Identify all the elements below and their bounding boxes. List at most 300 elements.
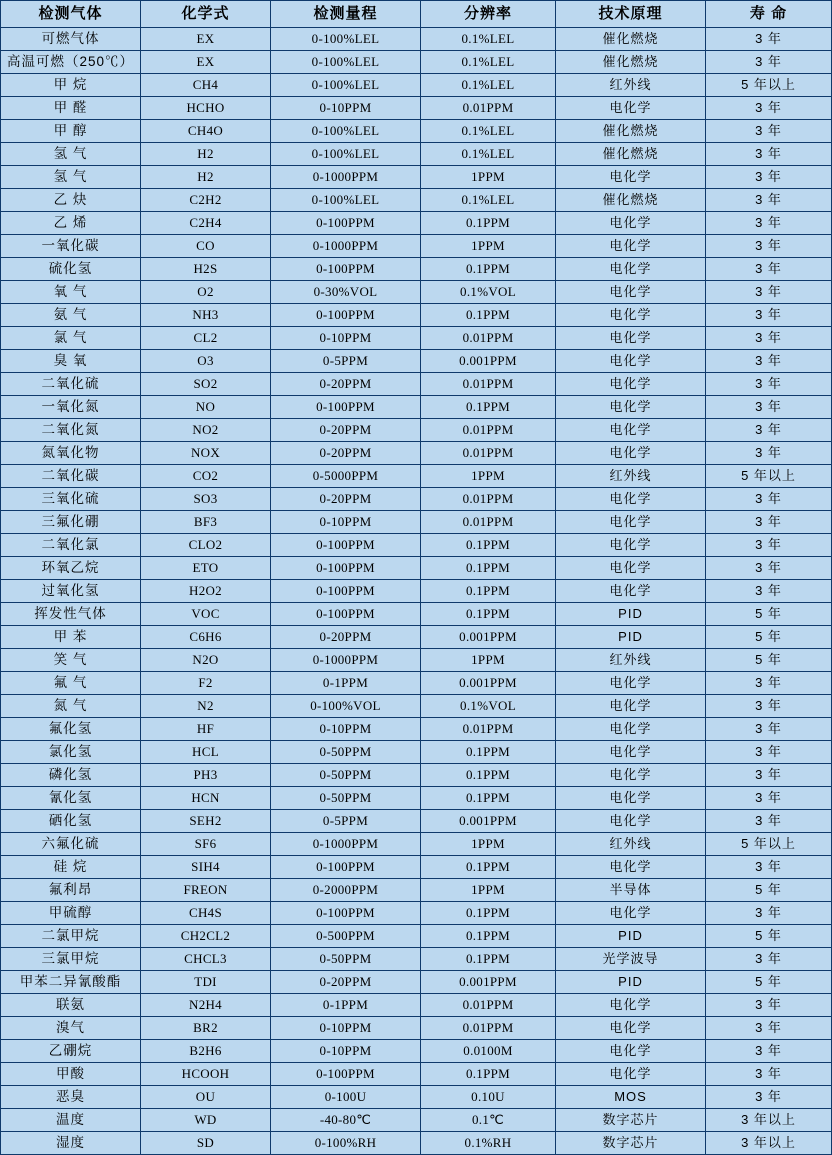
cell-gas: 乙硼烷 [1, 1040, 141, 1063]
cell-life: 3 年 [706, 396, 832, 419]
cell-principle: 电化学 [556, 97, 706, 120]
table-header [1, 1, 832, 28]
cell-formula: SEH2 [141, 810, 271, 833]
table-row [1, 97, 832, 120]
cell-life: 3 年 [706, 741, 832, 764]
cell-principle: 红外线 [556, 74, 706, 97]
cell-range: 0-20PPM [271, 419, 421, 442]
cell-principle: 电化学 [556, 580, 706, 603]
cell-principle: 电化学 [556, 396, 706, 419]
column-header-resolution: 分辨率 [421, 1, 556, 28]
column-header-gas: 检测气体 [1, 1, 141, 28]
cell-formula: PH3 [141, 764, 271, 787]
table-row [1, 189, 832, 212]
cell-formula: CO [141, 235, 271, 258]
table-row [1, 1132, 832, 1155]
cell-formula: HCN [141, 787, 271, 810]
cell-principle: 红外线 [556, 465, 706, 488]
table-row [1, 281, 832, 304]
cell-resolution: 0.1PPM [421, 580, 556, 603]
cell-life: 5 年 [706, 649, 832, 672]
cell-gas: 高温可燃（250℃） [1, 51, 141, 74]
cell-range: 0-100PPM [271, 1063, 421, 1086]
cell-resolution: 0.01PPM [421, 419, 556, 442]
cell-range: 0-10PPM [271, 1040, 421, 1063]
cell-range: 0-50PPM [271, 787, 421, 810]
cell-formula: CH4 [141, 74, 271, 97]
cell-principle: 电化学 [556, 810, 706, 833]
cell-principle: 催化燃烧 [556, 143, 706, 166]
cell-gas: 甲 醛 [1, 97, 141, 120]
cell-formula: SF6 [141, 833, 271, 856]
table-row [1, 1040, 832, 1063]
table-row [1, 879, 832, 902]
cell-life: 3 年 [706, 1040, 832, 1063]
cell-life: 5 年 [706, 626, 832, 649]
cell-principle: 电化学 [556, 1040, 706, 1063]
cell-range: 0-1PPM [271, 994, 421, 1017]
cell-range: 0-100PPM [271, 212, 421, 235]
table-row [1, 994, 832, 1017]
cell-resolution: 0.01PPM [421, 994, 556, 1017]
cell-range: 0-1000PPM [271, 166, 421, 189]
cell-formula: EX [141, 28, 271, 51]
cell-formula: NH3 [141, 304, 271, 327]
cell-resolution: 1PPM [421, 879, 556, 902]
cell-formula: SO2 [141, 373, 271, 396]
cell-life: 3 年 [706, 327, 832, 350]
cell-formula: HF [141, 718, 271, 741]
table-row [1, 120, 832, 143]
cell-range: 0-20PPM [271, 442, 421, 465]
cell-resolution: 1PPM [421, 465, 556, 488]
cell-resolution: 0.01PPM [421, 511, 556, 534]
cell-principle: 光学波导 [556, 948, 706, 971]
table-row [1, 212, 832, 235]
table-row [1, 488, 832, 511]
table-row [1, 626, 832, 649]
cell-gas: 氟 气 [1, 672, 141, 695]
cell-principle: 电化学 [556, 419, 706, 442]
cell-formula: NO2 [141, 419, 271, 442]
cell-life: 3 年以上 [706, 1109, 832, 1132]
cell-life: 3 年 [706, 810, 832, 833]
cell-principle: 催化燃烧 [556, 28, 706, 51]
table-row [1, 925, 832, 948]
cell-range: 0-100PPM [271, 902, 421, 925]
cell-formula: WD [141, 1109, 271, 1132]
cell-resolution: 0.001PPM [421, 810, 556, 833]
table-row [1, 419, 832, 442]
cell-life: 3 年以上 [706, 1132, 832, 1155]
cell-gas: 三氟化硼 [1, 511, 141, 534]
cell-resolution: 0.01PPM [421, 442, 556, 465]
cell-principle: 红外线 [556, 649, 706, 672]
cell-resolution: 0.1PPM [421, 396, 556, 419]
cell-life: 3 年 [706, 143, 832, 166]
cell-resolution: 0.001PPM [421, 350, 556, 373]
cell-life: 3 年 [706, 258, 832, 281]
cell-gas: 笑 气 [1, 649, 141, 672]
cell-formula: OU [141, 1086, 271, 1109]
cell-life: 3 年 [706, 580, 832, 603]
cell-formula: EX [141, 51, 271, 74]
cell-life: 3 年 [706, 695, 832, 718]
cell-gas: 湿度 [1, 1132, 141, 1155]
cell-principle: 电化学 [556, 281, 706, 304]
cell-principle: 数字芯片 [556, 1109, 706, 1132]
table-row [1, 304, 832, 327]
cell-principle: 催化燃烧 [556, 120, 706, 143]
cell-life: 3 年 [706, 304, 832, 327]
cell-resolution: 0.1PPM [421, 1063, 556, 1086]
cell-formula: N2 [141, 695, 271, 718]
cell-formula: H2 [141, 143, 271, 166]
cell-gas: 乙 炔 [1, 189, 141, 212]
cell-principle: 电化学 [556, 373, 706, 396]
table-row [1, 534, 832, 557]
cell-life: 5 年以上 [706, 833, 832, 856]
cell-gas: 温度 [1, 1109, 141, 1132]
cell-range: 0-5PPM [271, 810, 421, 833]
cell-principle: 电化学 [556, 534, 706, 557]
cell-principle: 电化学 [556, 488, 706, 511]
cell-resolution: 0.1%LEL [421, 143, 556, 166]
cell-life: 3 年 [706, 994, 832, 1017]
cell-gas: 甲硫醇 [1, 902, 141, 925]
cell-gas: 二氧化氯 [1, 534, 141, 557]
cell-formula: TDI [141, 971, 271, 994]
cell-resolution: 0.1%RH [421, 1132, 556, 1155]
cell-principle: 电化学 [556, 166, 706, 189]
cell-range: 0-50PPM [271, 948, 421, 971]
table-row [1, 1109, 832, 1132]
cell-principle: 电化学 [556, 764, 706, 787]
cell-formula: C2H4 [141, 212, 271, 235]
cell-life: 5 年以上 [706, 74, 832, 97]
cell-resolution: 0.1PPM [421, 557, 556, 580]
cell-range: 0-100%LEL [271, 51, 421, 74]
cell-principle: 半导体 [556, 879, 706, 902]
cell-range: 0-100PPM [271, 534, 421, 557]
cell-gas: 过氧化氢 [1, 580, 141, 603]
cell-resolution: 0.1%LEL [421, 74, 556, 97]
cell-principle: 催化燃烧 [556, 51, 706, 74]
column-header-principle: 技术原理 [556, 1, 706, 28]
cell-resolution: 1PPM [421, 649, 556, 672]
cell-principle: 红外线 [556, 833, 706, 856]
cell-life: 3 年 [706, 350, 832, 373]
cell-gas: 可燃气体 [1, 28, 141, 51]
cell-life: 3 年 [706, 902, 832, 925]
cell-gas: 氢 气 [1, 166, 141, 189]
cell-gas: 氯 气 [1, 327, 141, 350]
cell-principle: 电化学 [556, 304, 706, 327]
cell-gas: 甲酸 [1, 1063, 141, 1086]
cell-range: 0-100%LEL [271, 28, 421, 51]
cell-gas: 氯化氢 [1, 741, 141, 764]
cell-life: 5 年以上 [706, 465, 832, 488]
cell-life: 3 年 [706, 28, 832, 51]
cell-principle: PID [556, 626, 706, 649]
cell-formula: O2 [141, 281, 271, 304]
cell-formula: H2 [141, 166, 271, 189]
cell-resolution: 0.1PPM [421, 787, 556, 810]
cell-resolution: 0.1PPM [421, 948, 556, 971]
cell-gas: 三氯甲烷 [1, 948, 141, 971]
cell-range: 0-1000PPM [271, 235, 421, 258]
cell-principle: PID [556, 603, 706, 626]
cell-principle: 电化学 [556, 718, 706, 741]
cell-gas: 恶臭 [1, 1086, 141, 1109]
cell-resolution: 0.1PPM [421, 764, 556, 787]
cell-formula: CH4O [141, 120, 271, 143]
cell-principle: 电化学 [556, 856, 706, 879]
cell-range: 0-100PPM [271, 856, 421, 879]
cell-range: 0-100PPM [271, 603, 421, 626]
cell-range: 0-10PPM [271, 327, 421, 350]
table-row [1, 856, 832, 879]
cell-gas: 硒化氢 [1, 810, 141, 833]
cell-resolution: 0.01PPM [421, 373, 556, 396]
cell-gas: 溴气 [1, 1017, 141, 1040]
table-row [1, 74, 832, 97]
cell-resolution: 0.1PPM [421, 925, 556, 948]
cell-life: 3 年 [706, 856, 832, 879]
cell-gas: 硫化氢 [1, 258, 141, 281]
cell-formula: SO3 [141, 488, 271, 511]
cell-formula: O3 [141, 350, 271, 373]
cell-life: 3 年 [706, 97, 832, 120]
cell-gas: 氮 气 [1, 695, 141, 718]
cell-gas: 一氧化碳 [1, 235, 141, 258]
cell-resolution: 0.001PPM [421, 626, 556, 649]
cell-gas: 氰化氢 [1, 787, 141, 810]
cell-resolution: 0.1PPM [421, 304, 556, 327]
column-header-range: 检测量程 [271, 1, 421, 28]
cell-range: 0-20PPM [271, 971, 421, 994]
cell-resolution: 0.1%VOL [421, 695, 556, 718]
cell-formula: CLO2 [141, 534, 271, 557]
column-header-life: 寿 命 [706, 1, 832, 28]
cell-principle: 电化学 [556, 902, 706, 925]
table-row [1, 1063, 832, 1086]
cell-resolution: 0.001PPM [421, 971, 556, 994]
cell-formula: BF3 [141, 511, 271, 534]
cell-principle: 电化学 [556, 1063, 706, 1086]
cell-range: 0-100%LEL [271, 143, 421, 166]
cell-range: 0-5PPM [271, 350, 421, 373]
cell-resolution: 1PPM [421, 166, 556, 189]
cell-gas: 甲 烷 [1, 74, 141, 97]
cell-gas: 二氧化碳 [1, 465, 141, 488]
table-row [1, 741, 832, 764]
cell-formula: N2H4 [141, 994, 271, 1017]
cell-formula: HCHO [141, 97, 271, 120]
cell-principle: PID [556, 925, 706, 948]
table-row [1, 1017, 832, 1040]
table-row [1, 1086, 832, 1109]
cell-principle: PID [556, 971, 706, 994]
cell-resolution: 0.1PPM [421, 534, 556, 557]
cell-principle: 电化学 [556, 212, 706, 235]
cell-gas: 二氯甲烷 [1, 925, 141, 948]
cell-principle: 数字芯片 [556, 1132, 706, 1155]
cell-principle: 电化学 [556, 672, 706, 695]
cell-resolution: 0.1PPM [421, 603, 556, 626]
cell-formula: HCL [141, 741, 271, 764]
cell-gas: 二氧化氮 [1, 419, 141, 442]
table-row [1, 511, 832, 534]
cell-range: 0-100PPM [271, 304, 421, 327]
table-row [1, 373, 832, 396]
table-row [1, 948, 832, 971]
table-row [1, 902, 832, 925]
cell-principle: 电化学 [556, 741, 706, 764]
cell-range: 0-2000PPM [271, 879, 421, 902]
cell-range: 0-100%VOL [271, 695, 421, 718]
cell-gas: 氮氧化物 [1, 442, 141, 465]
cell-life: 3 年 [706, 948, 832, 971]
cell-life: 3 年 [706, 373, 832, 396]
column-header-formula: 化学式 [141, 1, 271, 28]
table-row [1, 603, 832, 626]
table-row [1, 442, 832, 465]
cell-life: 3 年 [706, 672, 832, 695]
cell-resolution: 0.0100M [421, 1040, 556, 1063]
cell-gas: 氧 气 [1, 281, 141, 304]
cell-formula: N2O [141, 649, 271, 672]
cell-life: 3 年 [706, 511, 832, 534]
cell-resolution: 1PPM [421, 833, 556, 856]
cell-formula: CL2 [141, 327, 271, 350]
cell-formula: SIH4 [141, 856, 271, 879]
cell-range: 0-100PPM [271, 580, 421, 603]
cell-formula: CH4S [141, 902, 271, 925]
cell-formula: CO2 [141, 465, 271, 488]
cell-range: 0-50PPM [271, 764, 421, 787]
table-row [1, 465, 832, 488]
cell-resolution: 0.1PPM [421, 258, 556, 281]
cell-range: 0-100%LEL [271, 120, 421, 143]
cell-formula: CHCL3 [141, 948, 271, 971]
cell-principle: 催化燃烧 [556, 189, 706, 212]
table-row [1, 166, 832, 189]
table-row [1, 649, 832, 672]
cell-range: 0-100%LEL [271, 189, 421, 212]
cell-gas: 一氧化氮 [1, 396, 141, 419]
cell-resolution: 0.1%LEL [421, 189, 556, 212]
table-row [1, 810, 832, 833]
cell-gas: 三氧化硫 [1, 488, 141, 511]
cell-resolution: 0.001PPM [421, 672, 556, 695]
cell-formula: H2O2 [141, 580, 271, 603]
cell-principle: 电化学 [556, 787, 706, 810]
cell-gas: 氨 气 [1, 304, 141, 327]
cell-range: 0-1000PPM [271, 649, 421, 672]
cell-gas: 甲 醇 [1, 120, 141, 143]
cell-principle: MOS [556, 1086, 706, 1109]
table-row [1, 580, 832, 603]
cell-principle: 电化学 [556, 258, 706, 281]
cell-life: 3 年 [706, 212, 832, 235]
cell-formula: B2H6 [141, 1040, 271, 1063]
cell-life: 3 年 [706, 442, 832, 465]
cell-range: 0-100%LEL [271, 74, 421, 97]
cell-gas: 臭 氧 [1, 350, 141, 373]
cell-resolution: 0.1%LEL [421, 120, 556, 143]
cell-principle: 电化学 [556, 1017, 706, 1040]
cell-life: 3 年 [706, 120, 832, 143]
cell-life: 3 年 [706, 1063, 832, 1086]
cell-life: 3 年 [706, 166, 832, 189]
cell-formula: VOC [141, 603, 271, 626]
cell-gas: 氟化氢 [1, 718, 141, 741]
cell-range: 0-20PPM [271, 373, 421, 396]
cell-life: 3 年 [706, 718, 832, 741]
cell-resolution: 0.1PPM [421, 212, 556, 235]
cell-life: 3 年 [706, 488, 832, 511]
cell-life: 5 年 [706, 925, 832, 948]
cell-resolution: 0.1%LEL [421, 28, 556, 51]
cell-principle: 电化学 [556, 350, 706, 373]
cell-principle: 电化学 [556, 695, 706, 718]
table-row [1, 764, 832, 787]
cell-life: 3 年 [706, 419, 832, 442]
table-row [1, 143, 832, 166]
table-row [1, 258, 832, 281]
cell-range: 0-20PPM [271, 488, 421, 511]
cell-resolution: 0.1℃ [421, 1109, 556, 1132]
cell-resolution: 0.10U [421, 1086, 556, 1109]
table-row [1, 833, 832, 856]
cell-principle: 电化学 [556, 557, 706, 580]
table-row [1, 235, 832, 258]
cell-range: -40-80℃ [271, 1109, 421, 1132]
table-row [1, 787, 832, 810]
cell-formula: HCOOH [141, 1063, 271, 1086]
cell-principle: 电化学 [556, 511, 706, 534]
cell-gas: 硅 烷 [1, 856, 141, 879]
cell-range: 0-5000PPM [271, 465, 421, 488]
cell-life: 3 年 [706, 787, 832, 810]
cell-resolution: 0.1PPM [421, 902, 556, 925]
cell-gas: 磷化氢 [1, 764, 141, 787]
cell-life: 3 年 [706, 51, 832, 74]
cell-resolution: 0.01PPM [421, 97, 556, 120]
table-row [1, 718, 832, 741]
table-body [1, 28, 832, 1155]
cell-life: 3 年 [706, 534, 832, 557]
table-row [1, 557, 832, 580]
cell-gas: 氟利昂 [1, 879, 141, 902]
cell-range: 0-10PPM [271, 1017, 421, 1040]
cell-resolution: 0.01PPM [421, 327, 556, 350]
cell-principle: 电化学 [556, 327, 706, 350]
table-row [1, 396, 832, 419]
cell-gas: 甲苯二异氰酸酯 [1, 971, 141, 994]
cell-range: 0-10PPM [271, 511, 421, 534]
cell-resolution: 0.1PPM [421, 741, 556, 764]
cell-formula: BR2 [141, 1017, 271, 1040]
cell-range: 0-1PPM [271, 672, 421, 695]
cell-life: 3 年 [706, 189, 832, 212]
cell-formula: FREON [141, 879, 271, 902]
cell-resolution: 1PPM [421, 235, 556, 258]
cell-resolution: 0.1%LEL [421, 51, 556, 74]
cell-range: 0-100PPM [271, 396, 421, 419]
cell-life: 5 年 [706, 603, 832, 626]
